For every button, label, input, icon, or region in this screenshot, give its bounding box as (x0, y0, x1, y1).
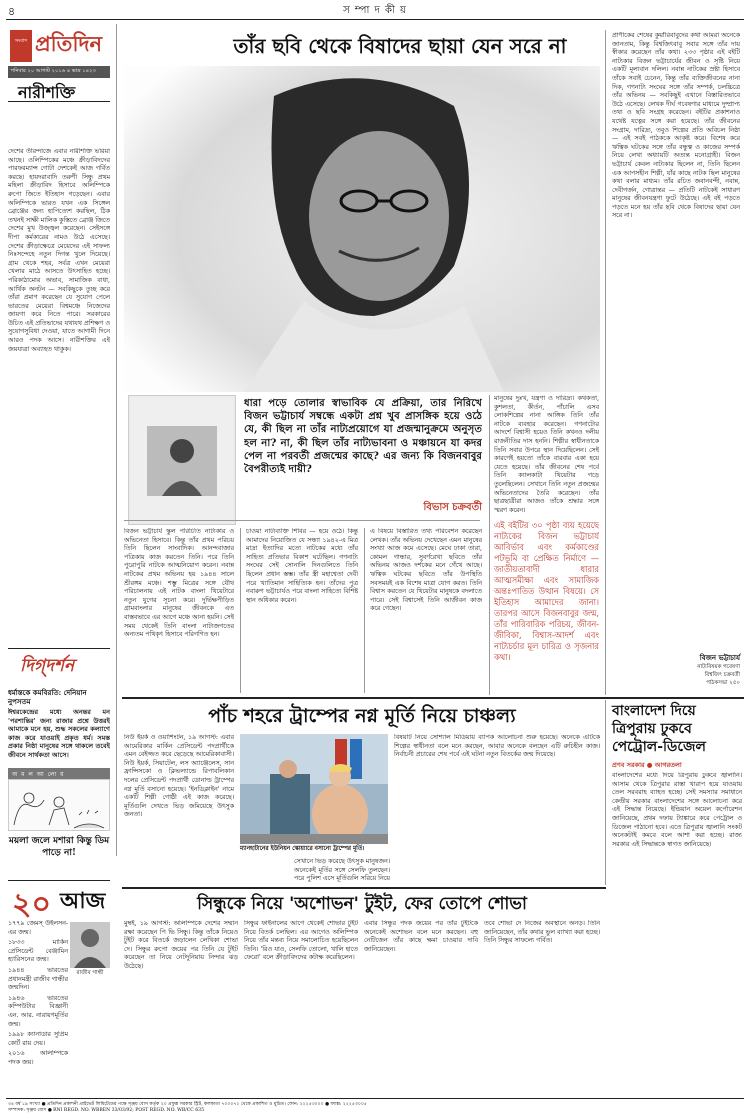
digdarshan-top-rule (8, 648, 110, 649)
pull-quote: ধারা পড়ে তোলার স্বাভাবিক যে প্রক্রিয়া, তার নিরিখে বিজন ভট্টাচার্য সম্বন্ধে একটা প্রশ্ন খুব প্রাসঙ্গিক হয়ে ওঠে যে, কী ছিল না তাঁর নাট্যপ্রয়োগে যা প্রজন্মানুক্রমে অনুসৃত হল না? না, কী ছিল তাঁর নাট্যভাবনা ও মঞ্চায়নে যা কদর পেল না পরবর্তী প্রজন্মের কাছে? এর জন্য কি বিজনবাবুর বৈপরীত্যই দায়ী? (244, 397, 482, 476)
footer-rule (6, 1098, 744, 1099)
sindhu-body-2: সিন্ধুর ফাইনালের আগে থেকেই শোভার টুইট নিয়ে বিতর্ক চলছিল। এর আগেও অলিম্পিক নিয়ে তাঁর মন্তব্য নিয়ে সমালোচিত হয়েছিলেন তিনি। 'রিও যাও, সেলফি তোলো, খালি হাতে ফেরো' বলে ক্রীড়াবিদদের কটাক্ষ করেছিলেন। (244, 920, 358, 962)
sindhu-body-1: মুম্বই, ১৯ আগস্ট: অলিম্পিকে দেশের সম্মান রক্ষা করেছেন পি ভি সিন্ধু। কিন্তু তাঁকে নিয়েও টুইট করে বিতর্কে জড়ালেন লেখিকা শোভা দে। সিন্ধুর রুপো জয়ের পর তিনি যে টুইট করেছেন তা নিয়ে নেটদুনিয়ায় নিন্দার ঝড় উঠেছে। (124, 920, 238, 970)
trump-photo-caption: ম্যানহাটানের ইউনিয়ন স্কোয়্যারে বসানো ট্রাম্পের মূর্তি। (240, 846, 365, 852)
today-item: ১৯৪৪ ভারতের প্রধানমন্ত্রী রাজীব গান্ধীর জন্মদিন। (8, 966, 68, 992)
today-number: ২০ (12, 887, 52, 922)
feature-col-rule-1 (489, 395, 490, 695)
trump-top-rule (122, 697, 744, 699)
left-column-rule (116, 24, 117, 856)
trump-photo (240, 734, 388, 844)
feature-right-column: প্রাণীকের শেষের কুয়াঁরিবাবুদের কথা আমরা অনেকে জানতাম, কিন্তু বিশ্বজিৎবাবু সবার সঙ্গে তাঁর দায় স্বীকার করেছেন তাঁর কথা। ২৩৩ পৃষ্ঠার এই বইটি নাট্যকার বিজন ভট্টাচার্যের জীবন ও সৃষ্টি নিয়ে একটি মূল্যবান দলিল। নবান্ন নাটকের স্রষ্টা হিসাবে তাঁকে সবাই চেনেন, কিন্তু তাঁর ব্যক্তিজীবনের নানা দিক, গণনাট্য সংঘের সঙ্গে তাঁর সম্পর্ক, চলচ্চিত্রে তাঁর অভিনয় — সবকিছুই এখানে বিস্তারিতভাবে উঠে এসেছে। লেখক দীর্ঘ গবেষণার মাধ্যমে দুষ্প্রাপ্য তথ্য ও ছবি সংগ্রহ করেছেন। বইটির প্রকাশনাও যথেষ্ট যত্নের সঙ্গে করা হয়েছে। তাঁর জীবনের সংগ্রাম, দারিদ্র্য, তবুও শিল্পের প্রতি অবিচল নিষ্ঠা — এই সবই পাঠককে আকৃষ্ট করে। বিশেষ করে ঋত্বিক ঘটকের সঙ্গে তাঁর বন্ধুত্ব ও কাজের সম্পর্ক নিয়ে লেখা অধ্যায়টি অত্যন্ত মনোগ্রাহী। বিজন ভট্টাচার্য কেবল নাট্যকার ছিলেন না, তিনি ছিলেন এক আপসহীন শিল্পী, যাঁর কাছে নাটক ছিল মানুষের কথা বলার মাধ্যম। তাঁর রচিত জবানবন্দী, নবান্ন, দেবীগর্জন, গোত্রান্তর — প্রতিটি নাটকেই সাধারণ মানুষের জীবনযন্ত্রণা ফুটে উঠেছে। এই বই পড়তে পড়তে মনে হয় তাঁর ছবি থেকে বিষাদের ছায়া যেন সরে না। (612, 32, 740, 220)
editorial-title: নারীশক্তি (18, 83, 76, 102)
feature-col-rule-2 (240, 528, 241, 693)
footer-line-2: সম্পাদক: সৃঞ্জয় বোস ● RNI REGD. NO. WBBEN 33/03/92; POST REGD. NO. WB/CC 635 (8, 1108, 205, 1113)
today-item: ২০১৬ অলিম্পিকে পদক জয়। (8, 1050, 68, 1066)
book-info-author: বিশ্বজিৎ চক্রবর্তী (704, 672, 740, 678)
feature-right-rule (605, 30, 606, 695)
feature-col-rule-3 (364, 528, 365, 693)
sindhu-body-4: তবে শোভা দে নিজের অবস্থানে অনড়। তিনি জানিয়েছেন, তাঁর কথার ভুল ব্যাখ্যা করা হচ্ছে। তিনি সিন্ধুর সাফল্যে গর্বিত। (484, 920, 600, 945)
editorial-rule (8, 101, 110, 102)
today-label: আজ (60, 888, 106, 914)
header-rule (6, 19, 744, 20)
sindhu-top-rule (122, 887, 606, 889)
today-item: ১৭৭৯ জেমস্‌ উইলসন-এর জন্ম। (8, 920, 68, 936)
today-photo (70, 922, 110, 968)
cartoon-label: অ ম ল আ লো য় (8, 768, 110, 781)
today-item: ১৯৯৮ ক্যানাডার সুপ্রিম কোর্ট রায় দেয়। (8, 1031, 68, 1047)
feature-callout: এই বইটির ৩০ পৃষ্ঠা ব্যয় হয়েছে নাট্যকের বিজন ভট্টাচার্য আবির্ভাব এবং কর্মকাণ্ডের পটভূমি বা প্রেক্ষিত নির্মাণে — জাতীয়তাবাদী ধারার আত্মসমীক্ষা এবং সামাজিক অন্তঃপাতিত উত্থান বিষয়ে। সে ইতিহাস আমাদের জানা। তারপর আসে বিজনবাবুর জন্ম, তাঁর পারিবারিক পরিচয়, জীবন-জীবিকা, বিশ্বাস-আদর্শ এবং নাট্যচর্চার মূল চারিত্র ও সৃজনার কথা। (494, 520, 599, 662)
bangladesh-body: বাংলাদেশের মধ্যে দিয়ে ত্রিপুরায় ঢুকবে জ্বালানি। আসাম থেকে ত্রিপুরার রাস্তা খারাপ হয়ে যাওয়ায় তেল সরবরাহ ব্যাহত হচ্ছে। সেই সমস্যার সমাধানে কেন্দ্রীয় সরকার বাংলাদেশের সঙ্গে আলোচনা করে এই সিদ্ধান্ত নিয়েছে। ইন্ডিয়ান অয়েল কর্পোরেশন জানিয়েছে, প্রথম দফায় ট্যাঙ্কারে করে পেট্রোল ও ডিজেল পাঠানো হবে। এতে ত্রিপুরায় জ্বালানি সংকট অনেকটাই কমবে বলে আশা করা হচ্ছে। রাজ্য সরকার এই সিদ্ধান্তকে স্বাগত জানিয়েছে। (612, 772, 742, 848)
trump-body-right: বিষয়টি নিয়ে সোশ্যাল মিডিয়ায় ব্যাপক আলোচনা শুরু হয়েছে। অনেকে এটিকে শিল্পের স্বাধীনতা বলে মনে করছেন, আবার অনেকে বলছেন এটি রুচিহীন কাজ। নির্বাচনী প্রচারের শেষ পর্বে এই ঘটনা নতুন বিতর্কের জন্ম দিয়েছে। (394, 734, 600, 759)
trump-right-rule (605, 700, 606, 885)
footer-line-1: ৩৪ বর্ষ ১৯ সংখ্যা ● প্রতিদিন প্রকাশনী প্রাইভেট লিমিটেডের পক্ষে সৃঞ্জয় বোস কর্তৃক ২০ প্রফুল্ল সরকার স্ট্রিট, কলকাতা ৭০০০৭২ থেকে প্রকাশিত ও মুদ্রিত। ফোন: ২২২৫৩০০০ ● ফ্যাক্স: ২২২৫৩০০৫ (8, 1102, 367, 1107)
page-number: ৪ (8, 5, 16, 18)
feature-headline: তাঁর ছবি থেকে বিষাদের ছায়া যেন সরে না (233, 34, 567, 58)
today-item: ১৮৩৩ মার্কিন প্রেসিডেন্ট বেঞ্জামিন হ্যারিসনের জন্ম। (8, 939, 68, 964)
bangladesh-headline: বাংলাদেশ দিয়ে ত্রিপুরায় ঢুকবে পেট্রোল-ডিজেল (612, 703, 706, 755)
feature-middle-column: মানুষের দুঃখ, যন্ত্রণা ও দারিদ্র্য। কথকতা, কুশলতা, কীর্তন, পাঁচালি এসব লোকশিল্পের নানা আঙ্গিক তিনি তাঁর নাটকে ব্যবহার করেছেন। গণনাট্যের আদর্শে বিশ্বাসী হয়েও তিনি কখনও দলীয় রাজনীতির দাস হননি। শিল্পীর স্বাধীনতাকে তিনি সবার উপরে স্থান দিয়েছিলেন। সেই কারণেই হয়তো তাঁকে বারবার একা হয়ে যেতে হয়েছে। তাঁর জীবনের শেষ পর্বে তিনি ক্যালকাটা থিয়েটার গড়ে তুলেছিলেন। সেখানে তিনি নতুন প্রজন্মের অভিনেতাদের তৈরি করেছেন। তাঁর ছাত্রছাত্রীরা আজও তাঁকে শ্রদ্ধার সঙ্গে স্মরণ করেন। (494, 395, 599, 514)
book-info-title: বিজন ভট্টাচার্য (699, 653, 740, 662)
cartoon-image (8, 779, 110, 831)
today-item: ১৯৪৬ ভারতের কম্পিউটার বিজ্ঞানী এন. আর. নারায়ণমূর্তির জন্ম। (8, 994, 68, 1028)
trump-body-left: নিউ ইয়র্ক ও ওয়াশিংটন, ১৯ আগস্ট: এবার আমেরিকার মার্কিন প্রেসিডেন্ট পদপ্রার্থীকে এমন বেইজ্জত করে ছেড়েছে আমেরিকাবাসী। নিউ ইয়র্ক, সিয়াটেল, লস অ্যাঞ্জেলেস, সান ফ্রান্সিসকো ও ক্লিভল্যান্ডে রিপাবলিকান দলের প্রেসিডেন্ট পদপ্রার্থী ডোনাল্ড ট্রাম্পের নগ্ন মূর্তি বসানো হয়েছে। 'ইনডিক্লাইন' নামে একটি শিল্পী গোষ্ঠী এই কাজ করেছে। মূর্তিগুলি দেখতে ভিড় জমিয়েছে উৎসুক জনতা। (124, 734, 234, 819)
cartoon-caption: ময়লা জলে মশারা কিন্তু ডিম পাড়ে না! (8, 836, 110, 858)
book-cover (128, 395, 236, 525)
digdarshan-body: ঈশ্বরকেন্দ্রের মধ্যে অনন্তর মন 'পরশান্তির' জন্য রাজার প্রশ্নে উত্তরই আমাকে মনে হয়, শুদ্ধ সকলের কল্যাণে কাজ করে যাওয়াই প্রকৃত ধর্ম। সমস্ত প্রকার নিষ্ঠা মানুষের সঙ্গে থাকলে তবেই জীবনে সার্থকতা আসে। (8, 708, 110, 759)
trump-headline: পাঁচ শহরে ট্রাম্পের নগ্ন মূর্তি নিয়ে চাঞ্চল্য (208, 705, 516, 727)
feature-col-left-lower: বিজন ভট্টাচার্য স্কুল পরিচিতি নাট্যকার ও অভিনেতা হিসাবে। কিন্তু তাঁর প্রথম পরিচয় তিনি ছিলেন সাংবাদিক। আনন্দবাজার পত্রিকায় কাজ করতেন তিনি। পরে তিনি পুরোপুরি নাটকে আত্মনিয়োগ করেন। নবান্ন নাটকের প্রথম অভিনয় হয় ১৯৪৪ সালে শ্রীরঙ্গম মঞ্চে। শম্ভু মিত্রের সঙ্গে যৌথ পরিচালনায় এই নাটক বাংলা থিয়েটারে নতুন যুগের সূচনা করে। দুর্ভিক্ষপীড়িত গ্রামবাংলার মানুষের জীবনকে এত বাস্তবভাবে এর আগে মঞ্চে আনা হয়নি। সেই সময় থেকেই তিনি বাংলা নাট্যজগতের অন্যতম পথিকৃৎ হিসাবে পরিগণিত হন। (124, 528, 234, 639)
feature-col-mid-lower: চাওয়া নাট্যব্যক্তি শিবির — হয়ে ওঠে। কিন্তু আমাদের নিয়োজিত যে সন্ধ্যা ১৯৪২-এ মিত্র মাদ্রা ইত্যাদির মতো নাটকের মধ্যে তাঁর সাহিত্য প্রতিভার বিকাশ ঘটেছিল। গণনাট্য সংঘের সেই সোনালি দিনগুলিতে তিনি ছিলেন প্রধান স্তম্ভ। তাঁর স্ত্রী মহাশ্বেতা দেবী পরে খ্যাতিমান সাহিত্যিক হন। তাঁদের পুত্র নবারুণ ভট্টাচার্যও পরে বাংলা সাহিত্যে বিশিষ্ট স্থান অধিকার করেন। (246, 528, 358, 604)
masthead-brand-small: সংবাদ (14, 38, 28, 44)
feature-lower-rule (124, 520, 480, 521)
dateline: শনিবার ২০ আগস্ট ২০১৬ ৪ ভাদ্র ১৪২৩ (8, 66, 110, 78)
feature-col-far-lower: এ বিষয়ে বিস্তারিত তথ্য পরিবেশন করেছেন লেখক। তাঁর অভিনয় দেখেছেন এমন মানুষের সংখ্যা আজ কমে এসেছে। মেঘে ঢাকা তারা, কোমল গান্ধার, সুবর্ণরেখা ছবিতে তাঁর অভিনয় আজও দর্শকের মনে গেঁথে আছে। ঋত্বিক ঘটকের ছবিতে তাঁর উপস্থিতি সবসময়ই এক বিশেষ মাত্রা যোগ করত। তিনি বিশ্বাস করতেন যে থিয়েটার মানুষকে বদলাতে পারে। সেই বিশ্বাসেই তিনি আজীবন কাজ করে গেছেন। (370, 528, 482, 613)
section-title: স ম্পা দ কী য় (343, 5, 407, 16)
masthead-brand: প্রতিদিন (35, 31, 103, 56)
today-photo-caption: রাজীব গান্ধী (76, 970, 104, 976)
bangladesh-byline: প্রণব সরকার ● আগরতলা (612, 761, 682, 769)
digdarshan-subtitle: ধর্মান্তকে কমবিরতি: দেনিয়ান নুপসতম (8, 688, 87, 706)
masthead-logo-box (10, 30, 32, 62)
feature-byline: বিভাস চক্রবর্তী (423, 502, 482, 513)
trump-body-mid: সেখানে ভিড় করেছে উৎসুক মানুষজন। অনেকেই মূর্তির সঙ্গে সেলফি তুলছেন। পরে পুলিশ এসে মূর্তিগুলি সরিয়ে নিয়ে (294, 858, 390, 882)
digdarshan-title: দিগ্‌দর্শন (20, 656, 75, 676)
book-info-series: নাট্যবিষয়ক গবেষণা (697, 664, 740, 670)
cartoon-drawing (9, 780, 109, 830)
book-info-price: পাঠকসভা ২৫০ (706, 680, 740, 686)
feature-portrait (124, 66, 600, 392)
editorial-body: দেশের তীরন্দাজে এবার নারীশক্তি ভরিয়া আছে। ও‌লিম্পিকের মঞ্চে ক্রীড়াবিদদের পারফরম্যান্স গোটা দেশকেই আজ গর্বিত করছে। হায়দরাবাদি তরুণী সিন্ধু প্রথম মহিলা ক্রীড়াবিদ হিসাবে অলিম্পিকে রুপো জিতে ইতিহাস গড়েছেন। এবার অলিম্পিকে ভারত যখন এক সিঙ্গেল ব্রোঞ্জের জন্য হাপিত্যেশ করছিল, ঠিক তখনই সাক্ষী মালিক কুস্তিতে ব্রোঞ্জ জিতে দেশের মুখ উজ্জ্বল করেছেন। সেইসঙ্গে দীপা কর্মকারের নামও উঠে এসেছে। দেশের ক্রীড়াক্ষেত্রে মেয়েদের এই সাফল্য নিঃসন্দেহে নতুন দিগন্ত খুলে দিয়েছে। গ্রাম থেকে শহর, সর্বত্র এখন মেয়েরা খেলার মাঠে আসতে উৎসাহিত হচ্ছে। পরিকাঠামোর অভাব, সামাজিক বাধা, আর্থিক অনটন — সবকিছুকে তুচ্ছ করে তাঁরা প্রমাণ করেছেন যে সুযোগ পেলে ভারতের মেয়েরা বিশ্বমঞ্চে নিজেদের জায়গা করে নিতে পারে। সরকারের উচিত এই প্রতিভাদের যথাযথ প্রশিক্ষণ ও সুযোগসুবিধা দেওয়া, যাতে আগামী দিনে আরও পদক আসে। নারীশক্তির এই জয়যাত্রা অব্যাহত থাকুক। (8, 148, 110, 353)
today-list (8, 920, 68, 1068)
sindhu-body-3: এবার সিন্ধুর পদক জয়ের পর তাঁর টুইটকে অনেকেই অশোভন বলে মনে করছেন। বহু নেটিজেন তাঁর কাছে ক্ষমা চাওয়ার দাবি জানিয়েছেন। (364, 920, 478, 953)
book-info-box (655, 652, 740, 688)
sindhu-headline: সিন্ধুকে নিয়ে 'অশোভন' টুইট, ফের তোপে শোভা (197, 894, 527, 914)
